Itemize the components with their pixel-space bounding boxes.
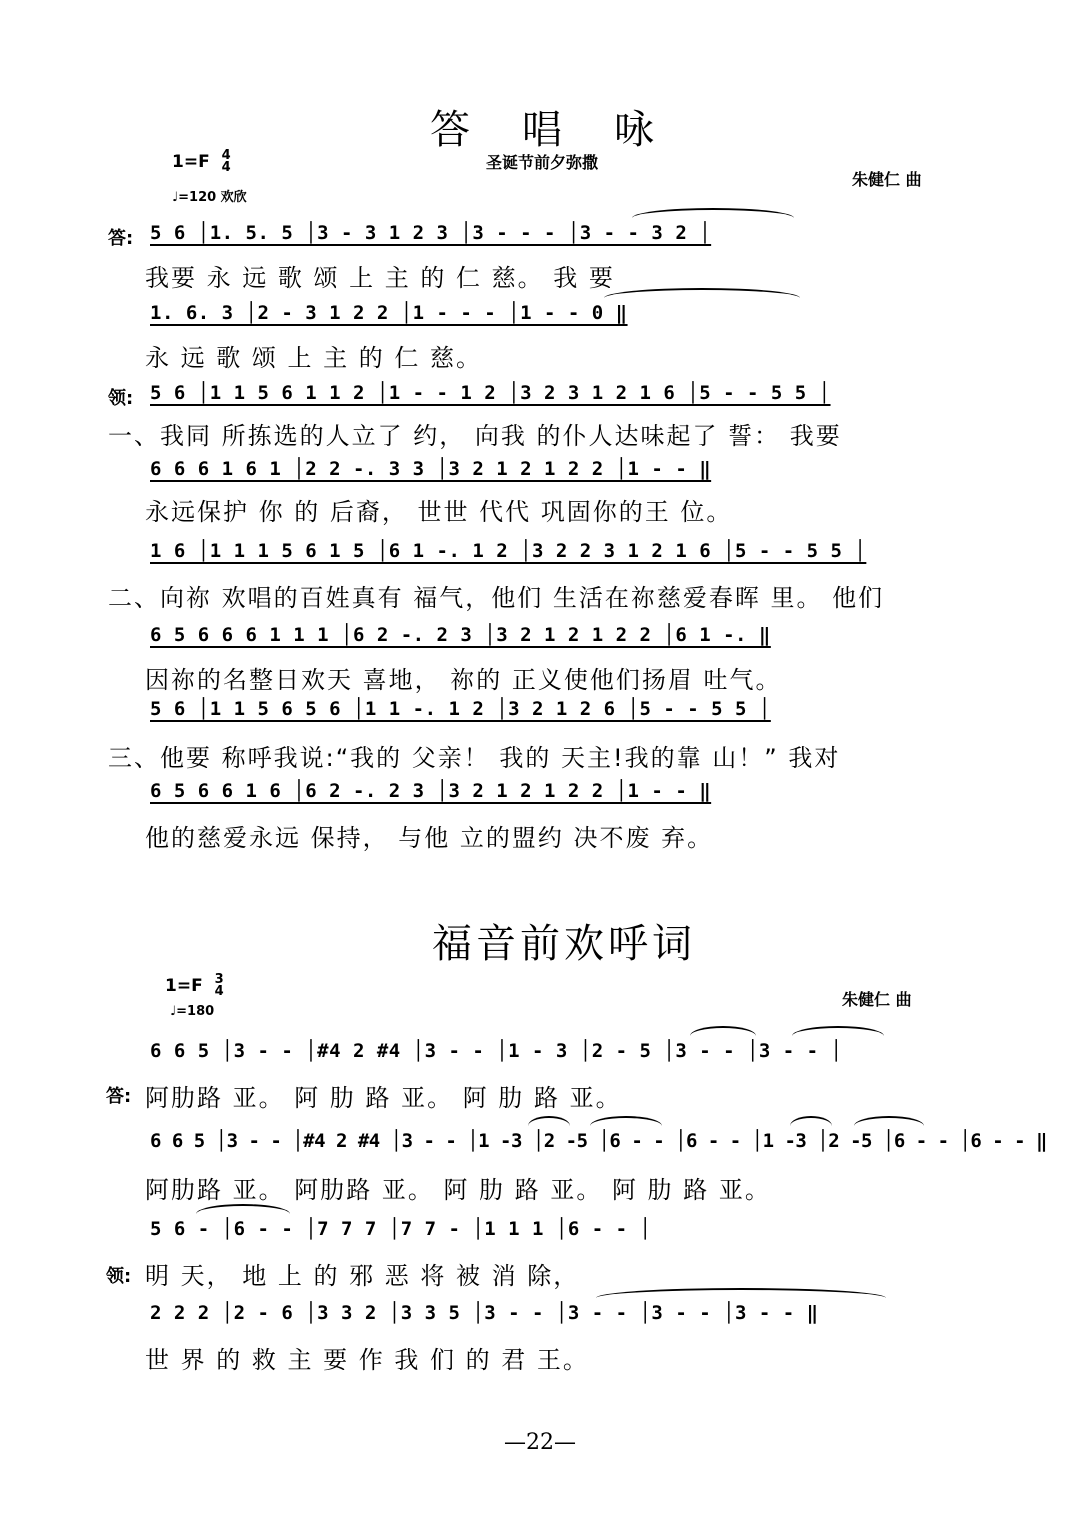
song1-lyric-row7: 三、他要 称呼我说:“我的 父亲！ 我的 天主!我的靠 山！” 我对 (108, 744, 841, 772)
song2-slur (792, 1026, 884, 1046)
song2-key: 1=F (165, 976, 203, 996)
song1-time-bottom: 4 (221, 160, 231, 175)
song1-composer: 朱健仁 曲 (852, 170, 922, 189)
song1-time-signature (222, 150, 231, 174)
song2-notes-row1: 6 6 5 │3 - - │#4 2 #4 │3 - - │1 - 3 │2 - 5 │3 - - │3 - - │ (150, 1040, 843, 1062)
song2-notes-row2: 6 6 5 │3 - - │#4 2 #4 │3 - - │1 -3 │2 -5 │6 - - │6 - - │1 -3 │2 -5 │6 - - │6 - - ‖ (150, 1130, 1047, 1152)
song1-key: 1=F (172, 152, 210, 172)
song2-key-signature (165, 974, 224, 998)
song2-time-bottom: 4 (214, 984, 224, 999)
song2-composer: 朱健仁 曲 (842, 990, 912, 1009)
song1-lyric-row4: 永远保护 你 的 后裔， 世世 代代 巩固你的王 位。 (145, 498, 733, 526)
song2-lyric-row4: 世 界 的 救 主 要 作 我 们 的 君 王。 (145, 1346, 589, 1374)
song1-slur (632, 208, 794, 228)
song1-tempo: ♩=120 欢欣 (172, 190, 247, 205)
song1-lyric-row5: 二、向祢 欢唱的百姓真有 福气，他们 生活在祢慈爱春晖 里。 他们 (108, 584, 885, 612)
song2-lyric-row2: 阿肋路 亚。 阿肋路 亚。 阿 肋 路 亚。 阿 肋 路 亚。 (145, 1176, 771, 1204)
song1-lyric-row1: 我要 永 远 歌 颂 上 主 的 仁 慈。 我 要 (145, 264, 615, 292)
song1-notes-row1: 5 6 │1. 5. 5 │3 - 3 1 2 3 │3 - - - │3 - - 3 2 │ (150, 222, 712, 244)
song1-slur (604, 288, 800, 308)
song1-lyric-row6: 因祢的名整日欢天 喜地， 祢的 正义使他们扬眉 吐气。 (145, 666, 782, 694)
song1-key-signature (172, 150, 231, 174)
song1-label-response: 答: (108, 228, 134, 249)
song2-title: 福音前欢呼词 (432, 921, 696, 967)
song2-slur (790, 1116, 832, 1136)
page-number: —22— (504, 1430, 576, 1455)
song2-slur (854, 1116, 924, 1136)
song2-notes-row4: 2 2 2 │2 - 6 │3 3 2 │3 3 5 │3 - - │3 - - │3 - - │3 - - ‖ (150, 1302, 819, 1324)
song1-subtitle: 圣诞节前夕弥撒 (486, 153, 599, 172)
song2-slur (528, 1116, 570, 1136)
song2-slur (196, 1204, 290, 1224)
song1-notes-row3: 5 6 │1 1 5 6 1 1 2 │1 - - 1 2 │3 2 3 1 2 1 6 │5 - - 5 5 │ (150, 382, 831, 404)
song1-notes-row7: 5 6 │1 1 5 6 5 6 │1 1 -. 1 2 │3 2 1 2 6 │5 - - 5 5 │ (150, 698, 771, 720)
song1-notes-row5: 1 6 │1 1 1 5 6 1 5 │6 1 -. 1 2 │3 2 2 3 1 2 1 6 │5 - - 5 5 │ (150, 540, 867, 562)
song1-lyric-row8: 他的慈爱永远 保持， 与他 立的盟约 决不废 弃。 (145, 824, 714, 852)
song1-lyric-row3: 一、我同 所拣选的人立了 约， 向我 的仆人达味起了 誓： 我要 (108, 422, 842, 450)
song2-time-top: 3 (214, 972, 224, 987)
song2-label-response: 答: (106, 1086, 132, 1107)
song1-lyric-row2: 永 远 歌 颂 上 主 的 仁 慈。 (145, 344, 483, 372)
song2-slur (596, 1288, 886, 1308)
song2-lyric-row3: 明 天， 地 上 的 邪 恶 将 被 消 除， (145, 1262, 580, 1290)
song2-slur (590, 1116, 662, 1136)
song2-time-signature (215, 974, 224, 998)
song1-notes-row6: 6 5 6 6 6 1 1 1 │6 2 -. 2 3 │3 2 1 2 1 2 2 │6 1 -. ‖ (150, 624, 771, 646)
song1-notes-row8: 6 5 6 6 1 6 │6 2 -. 2 3 │3 2 1 2 1 2 2 │1 - - ‖ (150, 780, 712, 802)
song2-tempo: ♩=180 (170, 1004, 215, 1019)
song2-label-lead: 领: (106, 1266, 132, 1287)
song1-title: 答 唱 咏 (430, 107, 660, 153)
song2-slur (690, 1026, 756, 1046)
song1-time-top: 4 (221, 148, 231, 163)
song1-label-lead: 领: (108, 388, 134, 409)
song2-notes-row3: 5 6 - │6 - - │7 7 7 │7 7 - │1 1 1 │6 - - │ (150, 1218, 652, 1240)
song1-notes-row2: 1. 6. 3 │2 - 3 1 2 2 │1 - - - │1 - - 0 ‖ (150, 302, 628, 324)
song2-lyric-row1: 阿肋路 亚。 阿 肋 路 亚。 阿 肋 路 亚。 (145, 1084, 622, 1112)
song1-notes-row4: 6 6 6 1 6 1 │2 2 -. 3 3 │3 2 1 2 1 2 2 │1 - - ‖ (150, 458, 712, 480)
